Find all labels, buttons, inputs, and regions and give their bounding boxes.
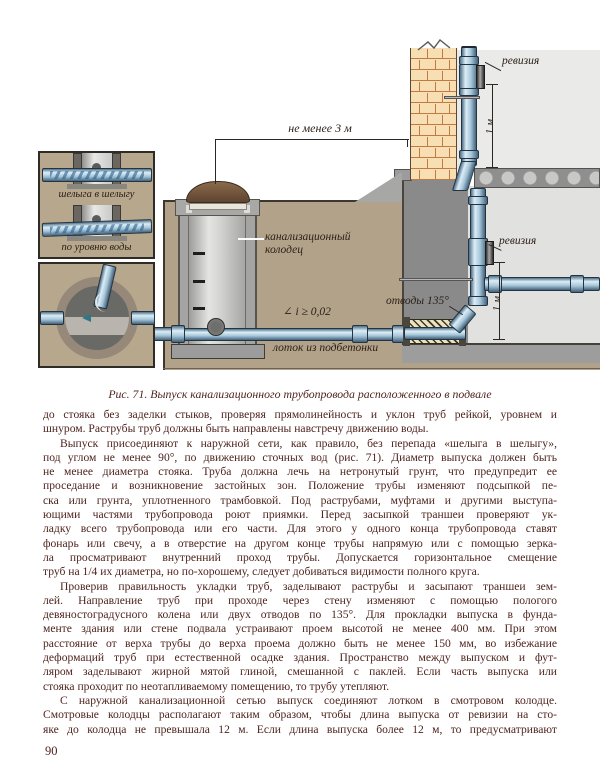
brick-joint [427, 115, 428, 125]
po-urovnyu-label: по уровню воды [61, 242, 132, 253]
brick-joint [442, 159, 443, 169]
manhole-base-slab [171, 344, 265, 359]
text-line: ляром заделывают жирной мятой глиной, смешанной с паклей. Если часть выпуска или [43, 665, 557, 679]
text-line: труб на 1/4 их диаметра, но по-хорошему, следует добиваться видимости полного круга. [43, 565, 480, 579]
brick-joint [419, 170, 420, 180]
brick-joint [435, 170, 436, 180]
dim-3m-label: не менее 3 м [288, 121, 352, 135]
brick-joint [449, 82, 450, 92]
pipe-support-rod [444, 96, 480, 99]
brick-joint [442, 71, 443, 81]
brick-joint [435, 60, 436, 70]
text-line: ющими частями трубопровода роют приямки. Перед засыпкой траншеи проверяют ук- [43, 508, 557, 522]
pipe-support-rod [399, 278, 473, 281]
hollow-core-slab [474, 168, 600, 188]
text-line: до стояка без заделки стыков, проверяя прямолинейность и уклон труб рейкой, уровнем и [43, 408, 557, 421]
pipe-coupling [570, 275, 584, 293]
brick-joint [442, 93, 443, 103]
brick-joint [449, 148, 450, 158]
brick-joint [427, 93, 428, 103]
brick-joint [435, 126, 436, 136]
dim-tick [486, 167, 498, 168]
figure-diagram [0, 0, 600, 382]
text-line: стояка проходит по неотапливаемому помещению, то трубу утепляют. [43, 679, 390, 693]
pavement-apron [355, 172, 402, 202]
text-line: Проверив правильность укладки труб, заделывают раструбы и засыпают траншеи зем- [60, 579, 557, 593]
text-line: фонарь или свечу, а в отверстие на другом конце трубы напрямую или с помощью зерка- [43, 536, 557, 550]
dim-3m-tick [407, 139, 408, 147]
brick-joint [419, 60, 420, 70]
basement-floor-slab [402, 343, 600, 363]
revision-label-upper: ревизия [502, 55, 540, 67]
pipe-coupling [352, 325, 368, 343]
text-line: Выпуск присоединяют к наружной сети, как правило, без перепада «шелыга в шелыгу», [60, 436, 557, 450]
manhole-bottom-hole [207, 318, 225, 336]
text-line: ска или грунта, уплотненного трамбовкой. Под раструбами, муфтами и другими выступа- [43, 493, 557, 507]
text-line: С наружной канализационной сетью выпуск соединяют лотком в смотровом колодце. [60, 693, 557, 707]
text-line: под углом не менее 90°, по движению сточных вод (рис. 71). Диаметр выпуска должен быть [43, 450, 557, 464]
brick-joint [435, 148, 436, 158]
revision-label-mid: ревизия [499, 235, 537, 247]
brick-joint [427, 71, 428, 81]
dim-1m-bottom-label: 1 м [490, 295, 503, 312]
flow-arrow [82, 314, 91, 322]
page-number: 90 [45, 744, 58, 758]
stack-coupling [468, 196, 488, 205]
shelyga-label: шелыга в шелыгу [58, 189, 135, 200]
text-line: ладку всего трубопровода или его части. Для этого у одного конца трубопровода ставят [43, 522, 557, 536]
inset-joint-alignment [38, 151, 155, 259]
brick-joint [449, 170, 450, 180]
wall-break-mark [416, 38, 452, 52]
brick-joint [435, 104, 436, 114]
kolodets-label: канализационный колодец [265, 231, 351, 256]
dim-tick [493, 339, 505, 340]
brick-joint [419, 148, 420, 158]
ladder-rung [193, 280, 205, 283]
brick-joint [449, 60, 450, 70]
otvody-label: отводы 135° [386, 295, 449, 307]
dim-3m-extension [215, 139, 216, 184]
text-line: яке до колодца не превышала 12 м. Если длина выпуска более 12 м, то предусматривают [43, 722, 557, 736]
brick-joint [419, 126, 420, 136]
brick-joint [419, 82, 420, 92]
slope-label: ∠ i ≥ 0,02 [283, 306, 331, 318]
text-line: лей. Направление труб при проходе через стену изменяют с помощью пологого [43, 593, 557, 607]
ladder-rung [193, 252, 205, 255]
pipe-bell-joint [171, 325, 185, 343]
figure-caption: Рис. 71. Выпуск канализационного трубопровода расположенного в подвале [108, 387, 492, 401]
brick-joint [419, 104, 420, 114]
text-line: девяностоградусного колена или двух отводов по 135°. Для прокладки выпуска в фунда- [43, 608, 557, 622]
brick-joint [442, 115, 443, 125]
text-line: деформаций труб при естественной осадке здания. Пространство между выпуском и фут- [43, 651, 557, 665]
lotok-label: лоток из подбетонки [273, 342, 379, 354]
brick-joint [427, 159, 428, 169]
brick-joint [427, 137, 428, 147]
text-line: не менее диаметра стояка. Труба должна лечь на нетронутый грунт, что предупредит ее [43, 465, 557, 479]
text-line: ла просматривают внутренний проход трубы. Допускается горизонтальное смещение [43, 550, 557, 564]
text-line: Смотровые колодцы располагают таким образом, чтобы длина выпуска от ревизии на сто- [43, 708, 557, 722]
stack-coupling [459, 150, 479, 159]
manhole-cover-ring [189, 203, 247, 210]
ladder-rung [193, 307, 205, 310]
dim-3m-line [215, 139, 409, 140]
dim-1m-top-label: 1 м [483, 118, 496, 135]
stack-coupling [459, 88, 479, 96]
dim-tick [493, 262, 505, 263]
text-line: проседание и возникновение застойных зон. Положение трубы изменяют подсыпкой пе- [43, 479, 557, 493]
body-text [43, 408, 557, 737]
brick-joint [449, 126, 450, 136]
label-leader-line [238, 238, 264, 240]
dim-tick [486, 84, 498, 85]
brick-joint [442, 137, 443, 147]
brick-joint [449, 104, 450, 114]
brick-joint [435, 82, 436, 92]
text-line: расстояние от верха трубы до верха проема должно быть не менее 150 мм, во избежание [43, 636, 557, 650]
stack-coupling [468, 296, 488, 306]
revision-flange-upper [476, 65, 485, 89]
manhole-cover [186, 181, 250, 203]
inset-manhole-plan [38, 262, 155, 368]
text-line: шнуром. Раструбы труб должны быть направлены навстречу движению воды. [43, 422, 429, 436]
brick-wall [410, 48, 457, 180]
text-line: менте здания или стене подвала устраивают проем высотой не менее 400 мм. При этом [43, 622, 557, 636]
scene-bottom-edge [163, 368, 600, 369]
